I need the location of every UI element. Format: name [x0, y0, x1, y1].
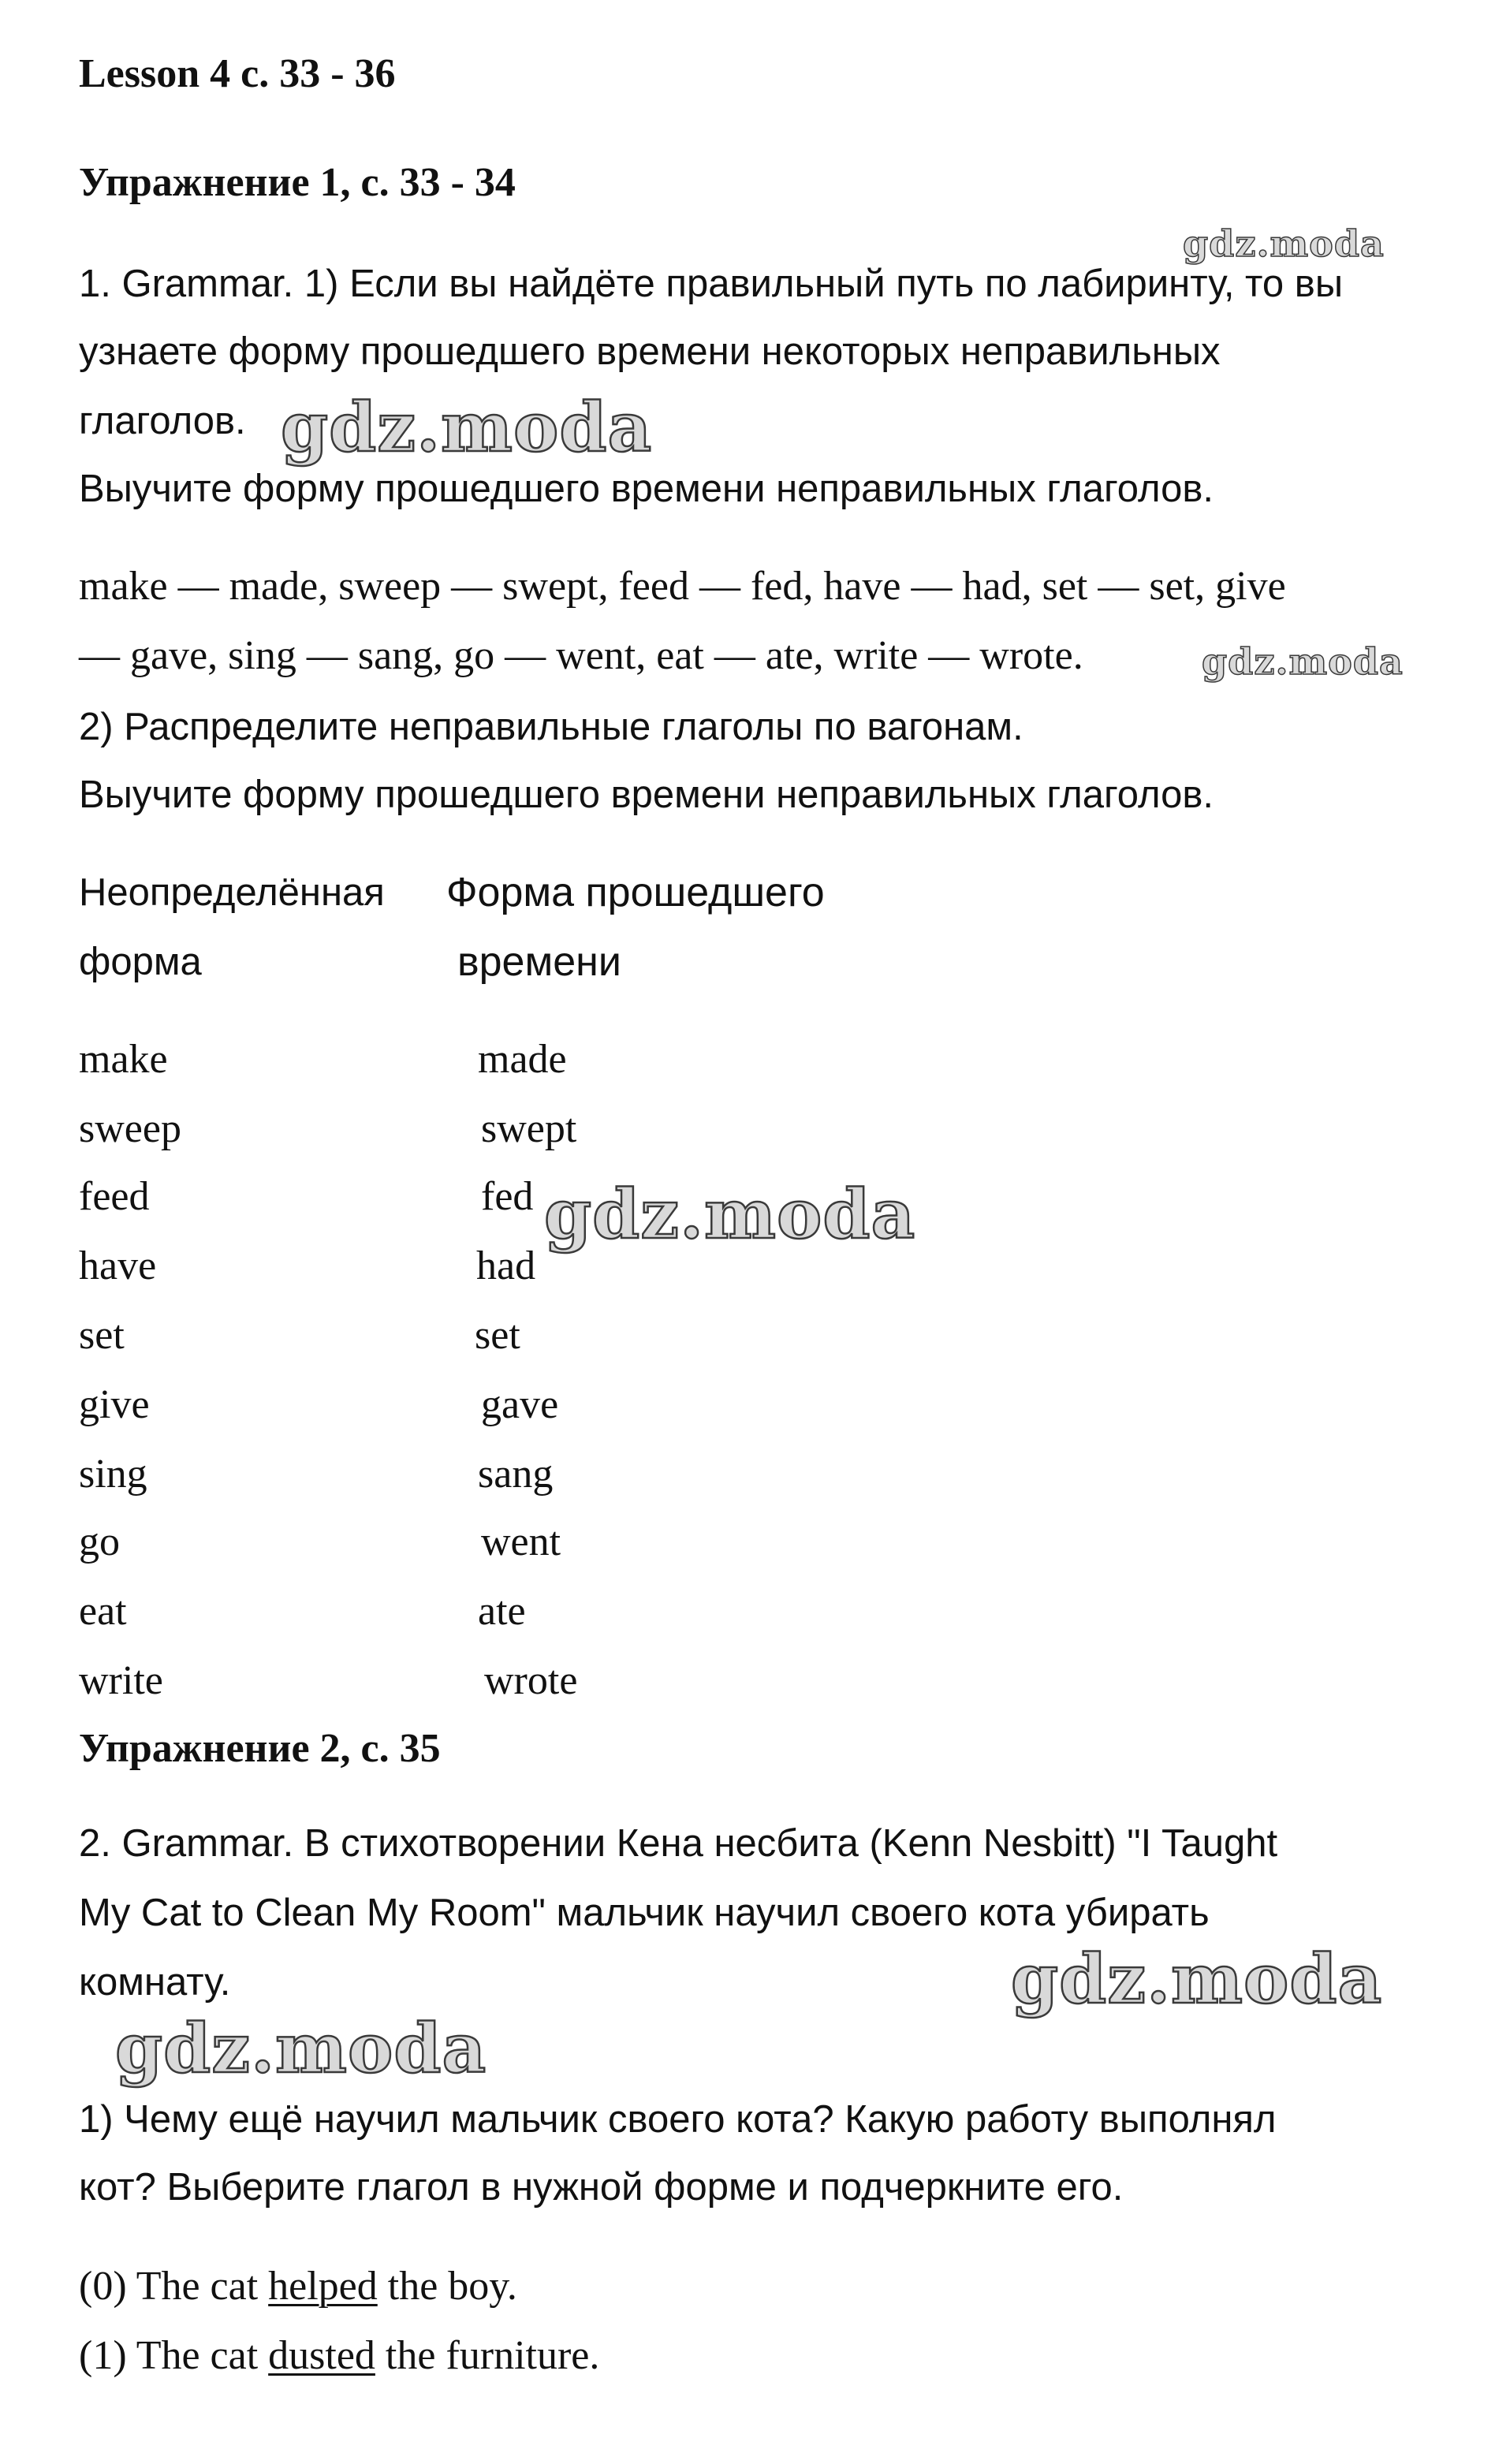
watermark: gdz.moda — [115, 2009, 487, 2089]
table-row-base: sweep — [79, 1106, 181, 1151]
table-row-past: set — [475, 1313, 520, 1358]
table-row-past: fed — [481, 1174, 534, 1219]
table-row-base: set — [79, 1313, 125, 1358]
table-row-past: made — [478, 1037, 567, 1082]
exercise-2-task-line-2: кот? Выберите глагол в нужной форме и подчеркните его. — [79, 2166, 1124, 2209]
answer-prefix: (0) The cat — [79, 2264, 269, 2309]
watermark: gdz.moda — [1011, 1940, 1383, 2019]
table-row-past: gave — [481, 1382, 559, 1427]
verb-pairs-line-1: make — made, sweep — swept, feed — fed, have — had, set — set, give — [79, 564, 1286, 609]
table-header-past-line-2: времени — [457, 939, 621, 985]
table-row-base: make — [79, 1037, 168, 1082]
table-header-base-line-1: Неопределённая — [79, 871, 385, 914]
exercise-2-intro-line-1: 2. Grammar. В стихотворении Кена несбита (Kenn Nesbitt) "I Taught — [79, 1822, 1278, 1865]
table-row-base: have — [79, 1243, 157, 1288]
table-row-past: wrote — [484, 1658, 578, 1703]
verb-pairs-line-2: — gave, sing — sang, go — went, eat — ate, write — wrote. — [79, 633, 1083, 678]
table-row-past: swept — [481, 1106, 577, 1151]
table-row-base: feed — [79, 1174, 150, 1219]
table-row-base: write — [79, 1658, 163, 1703]
exercise-2-intro-line-2: My Cat to Clean My Room" мальчик научил своего кота убирать — [79, 1892, 1210, 1934]
answer-prefix: (1) The cat — [79, 2333, 269, 2378]
table-row-past: sang — [478, 1452, 554, 1497]
table-row-past: went — [481, 1519, 561, 1564]
answer-suffix: the boy. — [377, 2264, 517, 2309]
table-row-base: eat — [79, 1589, 127, 1634]
exercise-1-instruction-line-2: узнаете форму прошедшего времени некоторых неправильных — [79, 330, 1221, 373]
table-row-past: ate — [478, 1589, 526, 1634]
exercise-2-intro-line-3: комнату. — [79, 1961, 231, 2004]
watermark: gdz.moda — [281, 388, 653, 468]
exercise-1-instruction-line-3: глаголов. — [79, 400, 246, 442]
exercise-1-instruction-line-1: 1. Grammar. 1) Если вы найдёте правильный путь по лабиринту, то вы — [79, 263, 1344, 305]
table-header-past-line-1: Форма прошедшего — [446, 870, 825, 915]
lesson-title: Lesson 4 с. 33 - 36 — [79, 51, 396, 96]
watermark: gdz.moda — [1202, 640, 1404, 683]
table-row-base: give — [79, 1382, 150, 1427]
table-row-base: go — [79, 1519, 120, 1564]
answer-verb: dusted — [268, 2333, 375, 2378]
table-header-base-line-2: форма — [79, 941, 202, 983]
exercise-1-part-2: 2) Распределите неправильные глаголы по вагонам. — [79, 706, 1023, 748]
exercise-1-heading: Упражнение 1, с. 33 - 34 — [79, 160, 516, 205]
exercise-1-learn-line: Выучите форму прошедшего времени неправильных глаголов. — [79, 468, 1214, 510]
answer-verb: helped — [268, 2264, 378, 2309]
exercise-1-learn-line-2: Выучите форму прошедшего времени неправильных глаголов. — [79, 773, 1214, 816]
table-row-base: sing — [79, 1452, 147, 1497]
answer-line — [79, 2331, 599, 2381]
watermark: gdz.moda — [544, 1175, 916, 1254]
answer-line — [79, 2261, 517, 2312]
table-row-past: had — [476, 1243, 536, 1288]
watermark: gdz.moda — [1183, 222, 1385, 265]
exercise-2-task-line-1: 1) Чему ещё научил мальчик своего кота? Какую работу выполнял — [79, 2098, 1277, 2141]
exercise-2-heading: Упражнение 2, с. 35 — [79, 1726, 441, 1771]
answer-suffix: the furniture. — [375, 2333, 600, 2378]
